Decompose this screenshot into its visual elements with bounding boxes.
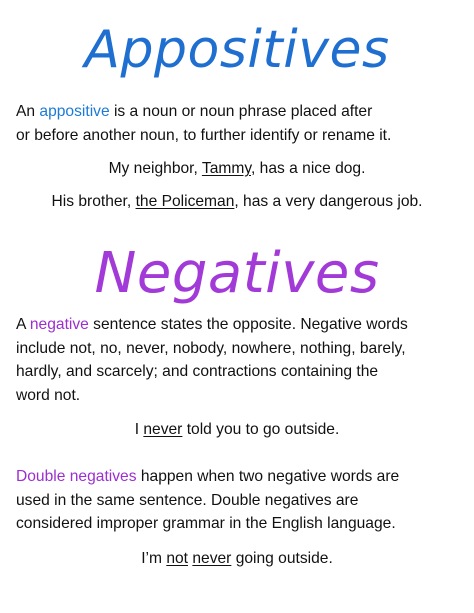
negative-underlined-never: never <box>192 550 232 567</box>
appositive-example-1 <box>0 157 474 181</box>
definition-prefix: An <box>16 103 40 120</box>
definition-line1: is a noun or noun phrase placed after <box>109 103 373 120</box>
definition-prefix: A <box>16 316 30 333</box>
example-text: I <box>134 421 144 438</box>
example-text: going outside. <box>231 550 333 567</box>
double-negative-term: Double negatives <box>16 468 137 485</box>
definition-line3: considered improper grammar in the English language. <box>16 515 396 532</box>
negative-underlined: never <box>143 421 183 438</box>
negative-underlined-not: not <box>166 550 188 567</box>
definition-line3: hardly, and scarcely; and contractions containing the <box>16 363 379 380</box>
appositive-example-2 <box>0 190 474 214</box>
appositives-title: Appositives <box>84 20 390 80</box>
definition-line2: used in the same sentence. Double negatives are <box>16 491 359 509</box>
example-text: told you to go outside. <box>182 421 340 438</box>
definition-line2: include not, no, never, nobody, nowhere, nothing, barely, <box>16 339 406 357</box>
negative-example-1 <box>0 418 474 442</box>
example-text: My neighbor, <box>108 160 202 177</box>
negative-example-2 <box>0 547 474 571</box>
definition-line2: or before another noun, to further identify or rename it. <box>16 126 392 144</box>
appositive-underlined: Tammy <box>201 160 251 177</box>
definition-line4: word not. <box>16 386 81 404</box>
negatives-title: Negatives <box>94 241 380 306</box>
definition-line1: happen when two negative words are <box>136 468 400 485</box>
double-negative-definition <box>16 465 462 536</box>
example-text: , has a nice dog. <box>251 160 366 177</box>
definition-line1: sentence states the opposite. Negative words <box>88 316 408 333</box>
appositive-underlined: the Policeman <box>135 193 235 210</box>
example-text: His brother, <box>51 193 136 210</box>
example-text: I’m <box>141 550 167 567</box>
example-text: , has a very dangerous job. <box>234 193 423 210</box>
negative-definition <box>16 313 462 407</box>
appositive-term: appositive <box>39 103 110 120</box>
appositive-definition <box>16 100 462 147</box>
negative-term: negative <box>29 316 89 333</box>
